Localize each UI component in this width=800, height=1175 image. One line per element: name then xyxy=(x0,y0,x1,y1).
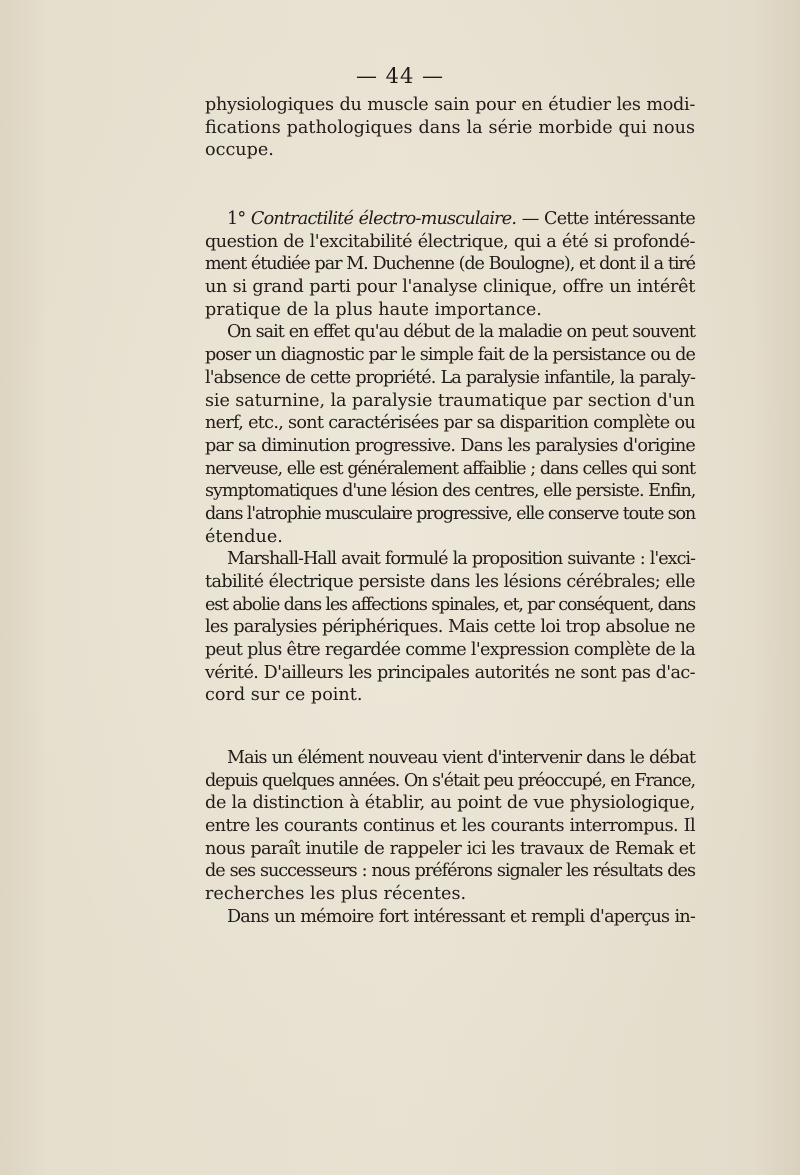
paragraph-element-nouveau xyxy=(205,747,695,929)
text-line: tabilité électrique persiste dans les lésions cérébrales; elle xyxy=(205,572,695,592)
text-line: entre les courants continus et les courants interrompus. Il xyxy=(205,816,695,837)
text-line: l'absence de cette propriété. La paralysie infantile, la paraly- xyxy=(205,367,695,388)
text-line: par sa diminution progressive. Dans les paralysies d'origine xyxy=(205,435,695,456)
text-line: Mais un élément nouveau vient d'intervenir dans le débat xyxy=(227,748,695,768)
text-line: nerf, etc., sont caractérisées par sa disparition complète ou xyxy=(205,413,695,434)
text-line: On sait en effet qu'au début de la maladie on peut souvent xyxy=(227,322,695,343)
text-line: étendue. xyxy=(205,526,283,547)
page-number: — 44 — xyxy=(355,64,445,88)
text-line: physiologiques du muscle sain pour en étudier les modi- xyxy=(205,95,695,115)
text-line: recherches les plus récentes. xyxy=(205,884,467,905)
text-line: dans l'atrophie musculaire progressive, elle conserve toute son xyxy=(205,503,695,524)
text-line: est abolie dans les affections spinales, et, par conséquent, dans xyxy=(205,594,695,615)
text-line: symptomatiques d'une lésion des centres, elle persiste. Enfin, xyxy=(205,481,696,502)
paragraph-intro-continuation xyxy=(205,94,695,162)
text-line: Dans un mémoire fort intéressant et rempli d'aperçus in- xyxy=(227,906,695,927)
text-line: nerveuse, elle est généralement affaiblie ; dans celles qui sont xyxy=(205,458,695,479)
text-line: de la distinction à établir, au point de vue physiologique, xyxy=(205,793,695,814)
section-heading-rest: — Cette intéressante xyxy=(521,209,696,229)
text-line: Marshall-Hall avait formulé la proposition suivante : l'exci- xyxy=(227,549,695,570)
text-line: pratique de la plus haute importance. xyxy=(205,299,542,320)
text-line: peut plus être regardée comme l'expression complète de la xyxy=(205,640,695,661)
section-contractilite xyxy=(205,208,695,707)
section-title: Contractilité électro-musculaire. xyxy=(250,209,517,229)
text-line: les paralysies périphériques. Mais cette loi trop absolue ne xyxy=(205,617,695,638)
text-line: question de l'excitabilité électrique, qui a été si profondé- xyxy=(205,231,695,252)
text-line: fications pathologiques dans la série morbide qui nous xyxy=(205,117,695,138)
text-line: nous paraît inutile de rappeler ici les travaux de Remak et xyxy=(205,838,695,859)
section-number: 1° xyxy=(227,209,246,229)
text-line: poser un diagnostic par le simple fait de la persistance ou de xyxy=(205,345,695,366)
text-line: vérité. D'ailleurs les principales autorités ne sont pas d'ac- xyxy=(205,662,695,683)
text-line: de ses successeurs : nous préférons signaler les résultats des xyxy=(205,861,695,882)
text-line: cord sur ce point. xyxy=(205,685,363,706)
text-line: depuis quelques années. On s'était peu préoccupé, en France, xyxy=(205,770,695,791)
section-heading-line xyxy=(205,208,695,231)
text-line: sie saturnine, la paralysie traumatique par section d'un xyxy=(205,390,695,411)
text-line: un si grand parti pour l'analyse clinique, offre un intérêt xyxy=(205,277,695,298)
text-line: occupe. xyxy=(205,140,274,161)
text-line: ment étudiée par M. Duchenne (de Boulogne), et dont il a tiré xyxy=(205,254,695,275)
